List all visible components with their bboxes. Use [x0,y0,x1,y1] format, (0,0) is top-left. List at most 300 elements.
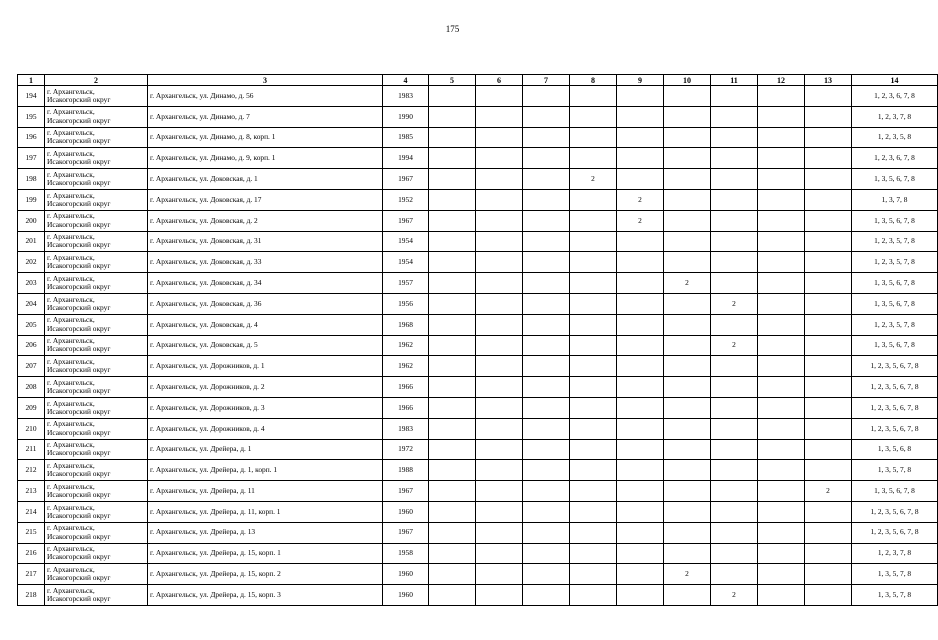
row-number-cell: 200 [18,210,45,231]
mark-cell-c13 [805,231,852,252]
mark-cell-c12 [758,231,805,252]
table-row [18,418,938,439]
mark-cell-c7 [523,273,570,294]
district-city-line: г. Архангельск, [47,273,95,283]
table-row [18,148,938,169]
address-cell: г. Архангельск, ул. Дрейера, д. 13 [148,522,383,543]
mark-cell-c10 [664,481,711,502]
mark-cell-c11 [711,564,758,585]
mark-cell-c8 [570,189,617,210]
year-cell: 1983 [383,86,429,107]
district-cell [45,356,148,377]
mark-cell-c9 [617,397,664,418]
table-row [18,397,938,418]
year-cell: 1954 [383,231,429,252]
mark-cell-c7 [523,481,570,502]
table-row [18,481,938,502]
mark-cell-c5 [429,585,476,606]
mark-cell-c8 [570,460,617,481]
mark-cell-c7 [523,501,570,522]
mark-cell-c9 [617,106,664,127]
mark-cell-c8 [570,439,617,460]
mark-cell-c8 [570,397,617,418]
table-row [18,501,938,522]
codes-cell: 1, 2, 3, 5, 7, 8 [852,231,938,252]
year-cell: 1960 [383,501,429,522]
mark-cell-c10 [664,585,711,606]
column-header: 10 [664,75,711,86]
row-number-cell: 217 [18,564,45,585]
mark-cell-c5 [429,273,476,294]
mark-cell-c9 [617,585,664,606]
mark-cell-c11 [711,106,758,127]
mark-cell-c9 [617,86,664,107]
mark-cell-c9 [617,356,664,377]
year-cell: 1966 [383,397,429,418]
mark-cell-c6 [476,210,523,231]
mark-cell-c6 [476,377,523,398]
mark-cell-c11 [711,314,758,335]
mark-cell-c7 [523,231,570,252]
mark-cell-c12 [758,460,805,481]
mark-cell-c8 [570,585,617,606]
housing-registry-table [17,74,938,606]
district-okrug-line: Исакогорский округ [47,302,111,312]
mark-cell-c5 [429,106,476,127]
district-okrug-line: Исакогорский округ [47,157,111,167]
district-cell [45,335,148,356]
district-okrug-line: Исакогорский округ [47,198,111,208]
mark-cell-c8 [570,522,617,543]
year-cell: 1956 [383,293,429,314]
table-row [18,356,938,377]
mark-cell-c11 [711,189,758,210]
district-cell [45,585,148,606]
mark-cell-c12 [758,356,805,377]
mark-cell-c8 [570,356,617,377]
row-number-cell: 216 [18,543,45,564]
district-okrug-line: Исакогорский округ [47,261,111,271]
codes-cell: 1, 2, 3, 6, 7, 8 [852,86,938,107]
column-header: 5 [429,75,476,86]
mark-cell-c6 [476,522,523,543]
district-okrug-line: Исакогорский округ [47,406,111,416]
mark-cell-c11: 2 [711,585,758,606]
codes-cell: 1, 2, 3, 5, 7, 8 [852,314,938,335]
mark-cell-c6 [476,231,523,252]
mark-cell-c8 [570,418,617,439]
district-city-line: г. Архангельск, [47,356,95,366]
mark-cell-c12 [758,564,805,585]
district-city-line: г. Архангельск, [47,294,95,304]
year-cell: 1990 [383,106,429,127]
mark-cell-c10 [664,397,711,418]
mark-cell-c11 [711,522,758,543]
mark-cell-c7 [523,106,570,127]
table-row [18,439,938,460]
mark-cell-c8 [570,86,617,107]
mark-cell-c11 [711,377,758,398]
district-city-line: г. Архангельск, [47,128,95,138]
mark-cell-c12 [758,397,805,418]
district-cell [45,86,148,107]
mark-cell-c6 [476,148,523,169]
mark-cell-c13 [805,543,852,564]
mark-cell-c11 [711,148,758,169]
mark-cell-c12 [758,418,805,439]
mark-cell-c12 [758,169,805,190]
address-cell: г. Архангельск, ул. Динамо, д. 56 [148,86,383,107]
mark-cell-c12 [758,127,805,148]
mark-cell-c13 [805,460,852,481]
address-cell: г. Архангельск, ул. Доковская, д. 17 [148,189,383,210]
mark-cell-c13 [805,585,852,606]
district-cell [45,481,148,502]
mark-cell-c5 [429,377,476,398]
row-number-cell: 214 [18,501,45,522]
mark-cell-c9 [617,377,664,398]
mark-cell-c6 [476,439,523,460]
mark-cell-c9 [617,231,664,252]
codes-cell: 1, 3, 5, 7, 8 [852,460,938,481]
district-okrug-line: Исакогорский округ [47,573,111,583]
district-cell [45,127,148,148]
mark-cell-c5 [429,189,476,210]
column-header: 6 [476,75,523,86]
mark-cell-c13 [805,356,852,377]
district-city-line: г. Архангельск, [47,148,95,158]
mark-cell-c9 [617,481,664,502]
mark-cell-c8 [570,252,617,273]
mark-cell-c5 [429,169,476,190]
district-city-line: г. Архангельск, [47,460,95,470]
mark-cell-c7 [523,252,570,273]
table-row [18,314,938,335]
mark-cell-c13 [805,293,852,314]
table-row [18,86,938,107]
row-number-cell: 199 [18,189,45,210]
district-city-line: г. Архангельск, [47,86,95,96]
codes-cell: 1, 3, 5, 6, 7, 8 [852,210,938,231]
table-row [18,169,938,190]
district-cell [45,293,148,314]
codes-cell: 1, 2, 3, 5, 6, 7, 8 [852,356,938,377]
mark-cell-c7 [523,564,570,585]
district-cell [45,543,148,564]
row-number-cell: 211 [18,439,45,460]
address-cell: г. Архангельск, ул. Дрейера, д. 15, корп. 3 [148,585,383,606]
mark-cell-c5 [429,86,476,107]
district-cell [45,522,148,543]
mark-cell-c12 [758,377,805,398]
column-header: 13 [805,75,852,86]
district-okrug-line: Исакогорский округ [47,323,111,333]
mark-cell-c13 [805,148,852,169]
address-cell: г. Архангельск, ул. Динамо, д. 8, корп. 1 [148,127,383,148]
column-header: 3 [148,75,383,86]
year-cell: 1988 [383,460,429,481]
mark-cell-c10 [664,335,711,356]
district-okrug-line: Исакогорский округ [47,115,111,125]
column-header: 12 [758,75,805,86]
mark-cell-c8 [570,231,617,252]
district-cell [45,210,148,231]
district-okrug-line: Исакогорский округ [47,365,111,375]
codes-cell: 1, 3, 5, 6, 8 [852,439,938,460]
address-cell: г. Архангельск, ул. Доковская, д. 34 [148,273,383,294]
district-okrug-line: Исакогорский округ [47,490,111,500]
year-cell: 1962 [383,335,429,356]
mark-cell-c12 [758,210,805,231]
mark-cell-c13 [805,189,852,210]
mark-cell-c5 [429,335,476,356]
year-cell: 1966 [383,377,429,398]
mark-cell-c6 [476,585,523,606]
mark-cell-c13 [805,106,852,127]
mark-cell-c12 [758,481,805,502]
row-number-cell: 204 [18,293,45,314]
codes-cell: 1, 3, 5, 7, 8 [852,564,938,585]
mark-cell-c5 [429,293,476,314]
mark-cell-c10 [664,501,711,522]
table-row [18,585,938,606]
address-cell: г. Архангельск, ул. Дорожников, д. 1 [148,356,383,377]
mark-cell-c8 [570,481,617,502]
mark-cell-c9 [617,169,664,190]
codes-cell: 1, 2, 3, 6, 7, 8 [852,148,938,169]
district-cell [45,397,148,418]
row-number-cell: 207 [18,356,45,377]
district-city-line: г. Архангельск, [47,440,95,450]
year-cell: 1957 [383,273,429,294]
district-cell [45,252,148,273]
mark-cell-c10 [664,377,711,398]
district-okrug-line: Исакогорский округ [47,594,111,604]
mark-cell-c8 [570,377,617,398]
mark-cell-c7 [523,86,570,107]
mark-cell-c8 [570,501,617,522]
mark-cell-c6 [476,293,523,314]
mark-cell-c11 [711,127,758,148]
mark-cell-c11 [711,252,758,273]
row-number-cell: 203 [18,273,45,294]
mark-cell-c12 [758,106,805,127]
mark-cell-c10 [664,86,711,107]
district-city-line: г. Архангельск, [47,232,95,242]
mark-cell-c9 [617,335,664,356]
codes-cell: 1, 2, 3, 5, 6, 7, 8 [852,501,938,522]
district-cell [45,189,148,210]
mark-cell-c11 [711,439,758,460]
column-header: 14 [852,75,938,86]
mark-cell-c6 [476,397,523,418]
mark-cell-c12 [758,585,805,606]
mark-cell-c11 [711,418,758,439]
table-row [18,522,938,543]
mark-cell-c5 [429,481,476,502]
mark-cell-c5 [429,356,476,377]
address-cell: г. Архангельск, ул. Дрейера, д. 1 [148,439,383,460]
district-city-line: г. Архангельск, [47,190,95,200]
year-cell: 1994 [383,148,429,169]
row-number-cell: 212 [18,460,45,481]
district-okrug-line: Исакогорский округ [47,386,111,396]
mark-cell-c10 [664,127,711,148]
mark-cell-c6 [476,106,523,127]
mark-cell-c11 [711,231,758,252]
mark-cell-c12 [758,335,805,356]
address-cell: г. Архангельск, ул. Дрейера, д. 15, корп. 1 [148,543,383,564]
address-cell: г. Архангельск, ул. Дрейера, д. 11 [148,481,383,502]
mark-cell-c11 [711,356,758,377]
district-city-line: г. Архангельск, [47,398,95,408]
mark-cell-c13 [805,273,852,294]
mark-cell-c11 [711,210,758,231]
mark-cell-c10 [664,293,711,314]
mark-cell-c7 [523,585,570,606]
district-city-line: г. Архангельск, [47,336,95,346]
mark-cell-c5 [429,397,476,418]
mark-cell-c8 [570,273,617,294]
mark-cell-c7 [523,543,570,564]
district-okrug-line: Исакогорский округ [47,219,111,229]
mark-cell-c7 [523,460,570,481]
mark-cell-c9 [617,252,664,273]
row-number-cell: 205 [18,314,45,335]
mark-cell-c8 [570,543,617,564]
mark-cell-c11 [711,397,758,418]
mark-cell-c5 [429,501,476,522]
district-cell [45,148,148,169]
year-cell: 1967 [383,210,429,231]
district-city-line: г. Архангельск, [47,252,95,262]
mark-cell-c8 [570,148,617,169]
mark-cell-c13 [805,252,852,273]
mark-cell-c8 [570,293,617,314]
mark-cell-c10 [664,418,711,439]
row-number-cell: 201 [18,231,45,252]
mark-cell-c7 [523,189,570,210]
mark-cell-c7 [523,356,570,377]
year-cell: 1983 [383,418,429,439]
mark-cell-c9 [617,293,664,314]
table-row [18,377,938,398]
year-cell: 1960 [383,564,429,585]
row-number-cell: 213 [18,481,45,502]
district-city-line: г. Архангельск, [47,544,95,554]
mark-cell-c6 [476,481,523,502]
mark-cell-c5 [429,148,476,169]
mark-cell-c6 [476,335,523,356]
codes-cell: 1, 3, 5, 7, 8 [852,585,938,606]
district-cell [45,564,148,585]
table-row [18,231,938,252]
mark-cell-c5 [429,543,476,564]
codes-cell: 1, 3, 5, 6, 7, 8 [852,335,938,356]
address-cell: г. Архангельск, ул. Доковская, д. 1 [148,169,383,190]
mark-cell-c12 [758,543,805,564]
year-cell: 1967 [383,169,429,190]
table-row [18,210,938,231]
address-cell: г. Архангельск, ул. Динамо, д. 9, корп. 1 [148,148,383,169]
mark-cell-c10 [664,189,711,210]
mark-cell-c9 [617,543,664,564]
row-number-cell: 195 [18,106,45,127]
mark-cell-c7 [523,314,570,335]
column-header: 8 [570,75,617,86]
district-okrug-line: Исакогорский округ [47,448,111,458]
row-number-cell: 210 [18,418,45,439]
district-city-line: г. Архангельск, [47,107,95,117]
mark-cell-c12 [758,189,805,210]
district-okrug-line: Исакогорский округ [47,136,111,146]
year-cell: 1952 [383,189,429,210]
mark-cell-c11 [711,543,758,564]
mark-cell-c6 [476,564,523,585]
codes-cell: 1, 2, 3, 5, 6, 7, 8 [852,418,938,439]
mark-cell-c6 [476,356,523,377]
mark-cell-c5 [429,564,476,585]
mark-cell-c6 [476,127,523,148]
mark-cell-c12 [758,501,805,522]
row-number-cell: 194 [18,86,45,107]
mark-cell-c10 [664,356,711,377]
address-cell: г. Архангельск, ул. Доковская, д. 2 [148,210,383,231]
mark-cell-c5 [429,210,476,231]
year-cell: 1967 [383,481,429,502]
mark-cell-c9 [617,148,664,169]
address-cell: г. Архангельск, ул. Динамо, д. 7 [148,106,383,127]
mark-cell-c5 [429,522,476,543]
row-number-cell: 202 [18,252,45,273]
mark-cell-c11: 2 [711,335,758,356]
district-city-line: г. Архангельск, [47,211,95,221]
address-cell: г. Архангельск, ул. Доковская, д. 4 [148,314,383,335]
district-okrug-line: Исакогорский округ [47,344,111,354]
district-cell [45,314,148,335]
district-okrug-line: Исакогорский округ [47,94,111,104]
table-row [18,189,938,210]
mark-cell-c13 [805,377,852,398]
codes-cell: 1, 2, 3, 5, 6, 7, 8 [852,377,938,398]
mark-cell-c13 [805,335,852,356]
mark-cell-c7 [523,418,570,439]
table-row [18,460,938,481]
district-city-line: г. Архангельск, [47,564,95,574]
table-body [18,86,938,606]
mark-cell-c10: 2 [664,564,711,585]
district-cell [45,106,148,127]
district-okrug-line: Исакогорский округ [47,240,111,250]
codes-cell: 1, 2, 3, 5, 7, 8 [852,252,938,273]
mark-cell-c8 [570,127,617,148]
column-header: 2 [45,75,148,86]
mark-cell-c6 [476,189,523,210]
mark-cell-c7 [523,377,570,398]
mark-cell-c8 [570,210,617,231]
mark-cell-c5 [429,418,476,439]
mark-cell-c13 [805,210,852,231]
district-cell [45,169,148,190]
mark-cell-c9: 2 [617,189,664,210]
mark-cell-c13 [805,314,852,335]
mark-cell-c9 [617,127,664,148]
mark-cell-c10 [664,148,711,169]
district-okrug-line: Исакогорский округ [47,531,111,541]
mark-cell-c7 [523,127,570,148]
mark-cell-c7 [523,148,570,169]
column-header: 1 [18,75,45,86]
